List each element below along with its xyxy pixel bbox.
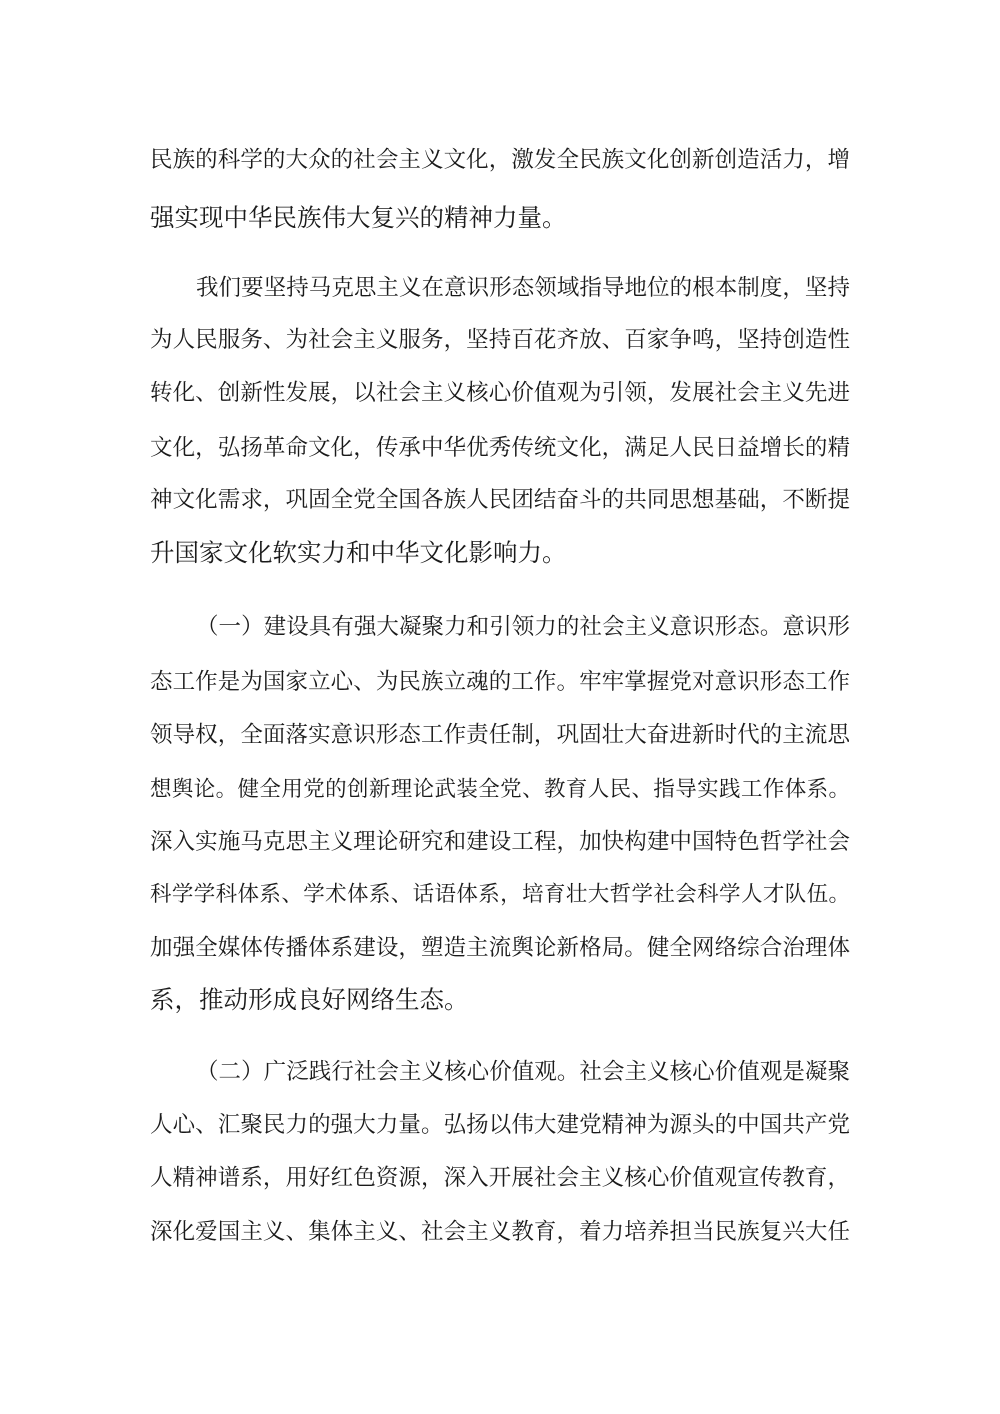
text-line: 想舆论。健全用党的创新理论武装全党、教育人民、指导实践工作体系。 xyxy=(150,777,850,802)
text-line: 转化、创新性发展，以社会主义核心价值观为引领，发展社会主义先进 xyxy=(150,380,850,406)
text-line: 系，推动形成良好网络生态。 xyxy=(150,985,469,1014)
text-line: （一）建设具有强大凝聚力和引领力的社会主义意识形态。意识形 xyxy=(196,614,850,640)
text-line: 为人民服务、为社会主义服务，坚持百花齐放、百家争鸣，坚持创造性 xyxy=(150,327,850,353)
text-line: 升国家文化软实力和中华文化影响力。 xyxy=(150,538,567,567)
text-line: 强实现中华民族伟大复兴的精神力量。 xyxy=(150,203,567,232)
text-line: 人精神谱系，用好红色资源，深入开展社会主义核心价值观宣传教育， xyxy=(150,1165,850,1191)
text-line: 深入实施马克思主义理论研究和建设工程，加快构建中国特色哲学社会 xyxy=(150,829,850,855)
text-line: 加强全媒体传播体系建设，塑造主流舆论新格局。健全网络综合治理体 xyxy=(150,935,850,961)
text-line: 文化，弘扬革命文化，传承中华优秀传统文化，满足人民日益增长的精 xyxy=(150,435,850,461)
text-line: 科学学科体系、学术体系、话语体系，培育壮大哲学社会科学人才队伍。 xyxy=(150,882,850,907)
text-line: 神文化需求，巩固全党全国各族人民团结奋斗的共同思想基础，不断提 xyxy=(150,487,850,513)
text-line: 民族的科学的大众的社会主义文化，激发全民族文化创新创造活力，增 xyxy=(150,147,850,173)
text-line: 深化爱国主义、集体主义、社会主义教育，着力培养担当民族复兴大任 xyxy=(150,1219,850,1245)
text-line: 领导权，全面落实意识形态工作责任制，巩固壮大奋进新时代的主流思 xyxy=(150,722,850,748)
text-line: （二）广泛践行社会主义核心价值观。社会主义核心价值观是凝聚 xyxy=(196,1059,850,1085)
text-line: 我们要坚持马克思主义在意识形态领域指导地位的根本制度，坚持 xyxy=(196,275,850,301)
text-line: 态工作是为国家立心、为民族立魂的工作。牢牢掌握党对意识形态工作 xyxy=(150,669,850,695)
text-line: 人心、汇聚民力的强大力量。弘扬以伟大建党精神为源头的中国共产党 xyxy=(150,1112,850,1138)
